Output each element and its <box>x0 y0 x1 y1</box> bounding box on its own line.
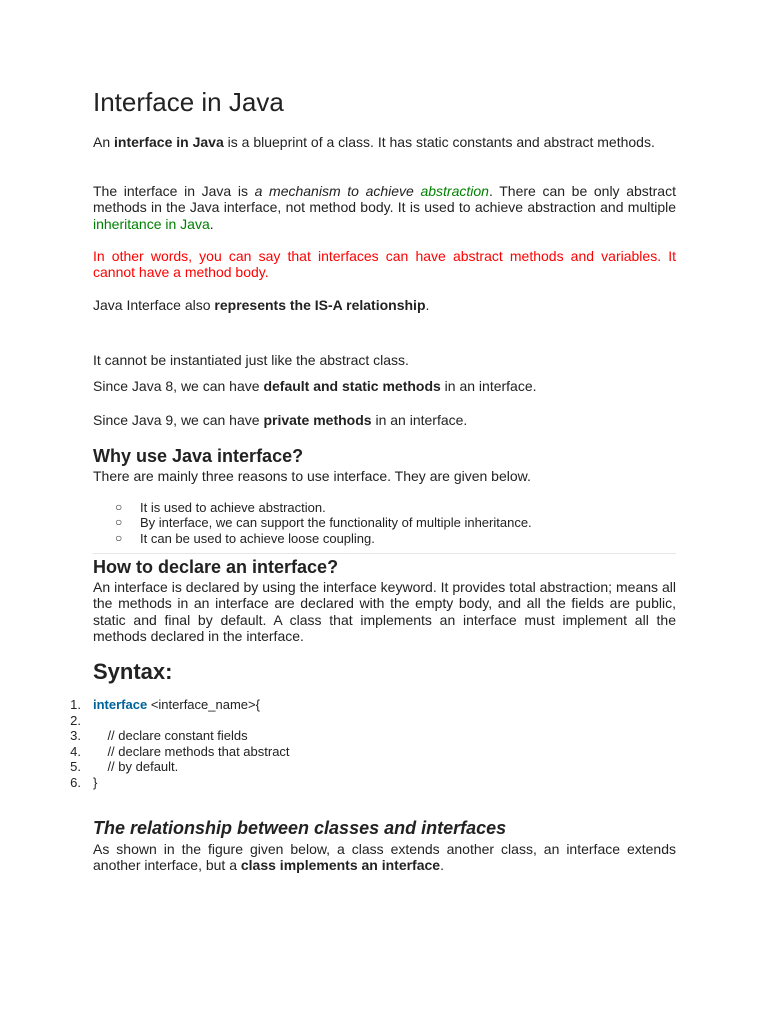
code-line <box>0 775 400 791</box>
syntax-heading: Syntax: <box>93 659 173 684</box>
java9-text-rest: in an interface. <box>371 412 468 428</box>
mechanism-paragraph <box>93 183 676 232</box>
why-heading: Why use Java interface? <box>93 446 304 466</box>
code-line <box>0 713 400 729</box>
intro-text-rest: is a blueprint of a class. It has static constants and abstract methods. <box>223 134 655 150</box>
intro-text: An <box>93 134 115 150</box>
code-content: <interface_name>{ <box>147 697 260 712</box>
code-text: // by default. <box>93 759 179 774</box>
java9-paragraph <box>93 412 676 428</box>
circle-bullet-icon: ○ <box>115 500 123 514</box>
code-line <box>0 697 400 713</box>
relationship-heading: The relationship between classes and interfaces <box>93 818 507 838</box>
java8-text: Since Java 8, we can have <box>93 378 264 394</box>
line-number: 2. <box>70 712 81 728</box>
line-number: 4. <box>70 743 81 759</box>
line-number: 5. <box>70 759 81 774</box>
declare-heading: How to declare an interface? <box>93 557 339 577</box>
line-number: 3. <box>70 728 81 743</box>
inheritance-link[interactable]: inheritance in Java <box>93 215 210 232</box>
is-a-period: . <box>425 297 430 313</box>
relationship-text-start: As shown in the figure given below, a class extends another class, an interface extends another interface, but a <box>93 841 676 874</box>
list-item-text: It can be used to achieve loose coupling. <box>140 530 375 546</box>
java8-bold: default and static methods <box>263 378 441 394</box>
relationship-period: . <box>440 857 444 874</box>
is-a-bold: represents the IS-A relationship <box>214 297 426 313</box>
mechanism-text-2: . There can be only abstract methods in the Java interface, not method body. It is used to achieve abstraction and multiple <box>93 183 676 216</box>
code-line <box>0 759 400 775</box>
list-item-text: By interface, we can support the functionality of multiple inheritance. <box>140 515 532 531</box>
why-text: There are mainly three reasons to use interface. They are given below. <box>93 468 531 484</box>
instantiate-paragraph: It cannot be instantiated just like the abstract class. <box>93 352 409 368</box>
code-text: } <box>93 774 98 790</box>
relationship-text <box>93 841 676 874</box>
list-item <box>115 531 532 546</box>
mechanism-text: The interface in Java is <box>93 183 255 199</box>
java8-text-rest: in an interface. <box>440 378 537 394</box>
is-a-text: Java Interface also <box>93 297 215 313</box>
abstraction-link[interactable]: abstraction <box>420 183 489 199</box>
intro-paragraph <box>93 134 676 150</box>
code-block <box>0 697 400 790</box>
code-text: // declare methods that abstract <box>93 743 290 759</box>
circle-bullet-icon: ○ <box>115 515 123 530</box>
java9-text: Since Java 9, we can have <box>93 412 264 428</box>
line-number: 6. <box>70 774 81 790</box>
java9-bold: private methods <box>263 412 372 428</box>
mechanism-italic: a mechanism to achieve <box>254 183 421 199</box>
code-line <box>0 728 400 744</box>
declare-text: An interface is declared by using the interface keyword. It provides total abstraction; means all the methods in an interface are declared with the empty body, and all the fields are public, static and final by default. A class that implements an interface must implement all the methods declared in the interface. <box>93 579 676 644</box>
page-title: Interface in Java <box>93 87 284 117</box>
code-keyword: interface <box>93 697 148 712</box>
list-item <box>115 515 532 530</box>
code-text: // declare constant fields <box>93 728 248 743</box>
list-item-text: It is used to achieve abstraction. <box>140 500 326 515</box>
code-text <box>93 697 260 713</box>
mechanism-text-3: . <box>209 215 214 232</box>
line-number: 1. <box>70 697 81 712</box>
java8-paragraph <box>93 378 676 394</box>
section-divider <box>93 553 676 554</box>
intro-bold-term: interface in Java <box>114 134 224 150</box>
is-a-paragraph <box>93 297 676 313</box>
code-line <box>0 744 400 760</box>
other-words-paragraph: In other words, you can say that interfaces can have abstract methods and variables. It cannot have a method body. <box>93 248 676 281</box>
list-item <box>115 500 532 515</box>
reasons-list <box>115 500 532 546</box>
circle-bullet-icon: ○ <box>115 530 123 545</box>
relationship-bold: class implements an interface <box>240 857 441 874</box>
